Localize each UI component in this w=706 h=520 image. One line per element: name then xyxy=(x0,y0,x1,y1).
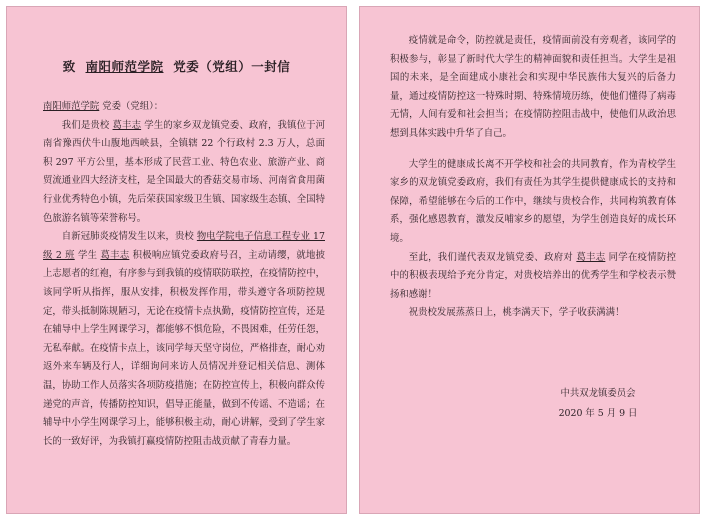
greeting-rest: 党委（党组）： xyxy=(99,101,164,112)
paragraph-2 xyxy=(43,228,325,451)
title-prefix: 致 xyxy=(62,59,76,74)
closing-wish: 祝贵校发展蒸蒸日上，桃李满天下，学子收获满满！ xyxy=(408,307,625,319)
title-suffix: 党委（党组）一封信 xyxy=(173,59,291,74)
paragraph-5 xyxy=(390,249,676,305)
signature-date: 2020 年 5 月 9 日 xyxy=(558,408,638,419)
p2-c: 积极响应镇党委政府号召，主动请缨，就地披上志愿者的红袍，有序参与到我镇的疫情联防联控，在疫情防控中，该同学听从指挥，服从安排，积极发挥作用，带头遵守各项防控规定，带头抵制陈规陋习，无论在疫情卡点执勤，疫情防控宣传，还是在辅导中上学生网课学习，都能够不惧危险，不畏困难，任劳任怨，无私奉献。在疫情卡点上，该同学每天坚守岗位，严格排查，耐心劝返外来车辆及行人，详细询问来访人员情况并登记相关信息、测体温，协助工作人员落实各项防疫措施；在防控宣传上，积极向群众传递党的声音，传播防控知识，倡导正能量，做到不传谣、不造谣；在辅导中小学生网课学习上，能够积极主动，耐心讲解，受到了学生家长的一致好评，为我镇打赢疫情防控阻击战贡献了青春力量。 xyxy=(43,249,325,447)
greeting xyxy=(43,98,325,117)
p1-a: 我们是贵校 xyxy=(61,119,113,131)
p2-b: 学生 xyxy=(74,249,101,261)
paragraph-1 xyxy=(43,117,325,229)
paragraph-3: 疫情就是命令，防控就是责任，疫情面前没有旁观者，该同学的积极参与，彰显了新时代大学生的精神面貌和责任担当。大学生是祖国的未来，是全面建成小康社会和实现中华民族伟大复兴的后备力量，通过疫情防控这一特殊时期、特殊情境历练，使他们懂得了病毒无情，人间有爱和社会担当；在疫情防控阻击战中，使他们从政治思想到具体实践中升华了自己。 xyxy=(390,35,676,139)
letter-body-left xyxy=(43,98,325,451)
greeting-school: 南阳师范学院 xyxy=(43,101,100,112)
p5-b: 同学在疫情防控中的积极表现给予充分肯定，对贵校培养出的优秀学生和学校表示赞扬和感谢！ xyxy=(390,251,676,300)
letter-page-left xyxy=(6,6,347,514)
paragraph-4: 大学生的健康成长离不开学校和社会的共同教育，作为青校学生家乡的双龙镇党委政府，我们有责任为其学生提供健康成长的支持和保障，希望能够在今后的工作中，继续与贵校合作，共同构筑教育体系，强化感恩教育，激发反哺家乡的愿望，为学生创造良好的成长环境。 xyxy=(390,158,676,244)
letter-page-right xyxy=(359,6,700,514)
letter-title xyxy=(7,57,346,75)
p1-student: 葛丰志 xyxy=(112,119,142,131)
title-school: 南阳师范学院 xyxy=(85,59,164,74)
p2-student: 葛丰志 xyxy=(100,249,130,261)
p2-a: 自新冠肺炎疫情发生以来，贵校 xyxy=(61,231,197,243)
p1-b: 学生的家乡双龙镇党委、政府，我镇位于河南省豫西伏牛山腹地西峡县，全镇辖 22 个行政村 2.3 万人，总面积 297 平方公里，基本形成了民营工业、特色农业、旅游产业、商贸流通业四大经济支柱，是全国最大的香菇交易市场、河南省食用菌行业优秀特色小镇，先后荣获国家级卫生镇、国家级生态镇、全国特色旅游名镇等荣誉称号。 xyxy=(43,119,325,224)
p5-a: 至此，我们谨代表双龙镇党委、政府对 xyxy=(408,251,577,263)
p5-student: 葛丰志 xyxy=(576,251,606,263)
signature-org: 中共双龙镇委员会 xyxy=(560,388,636,399)
p2-class: 物电学院电子信息工程专业 17 级 2 班 xyxy=(43,231,325,261)
letter-body-right xyxy=(390,32,676,323)
